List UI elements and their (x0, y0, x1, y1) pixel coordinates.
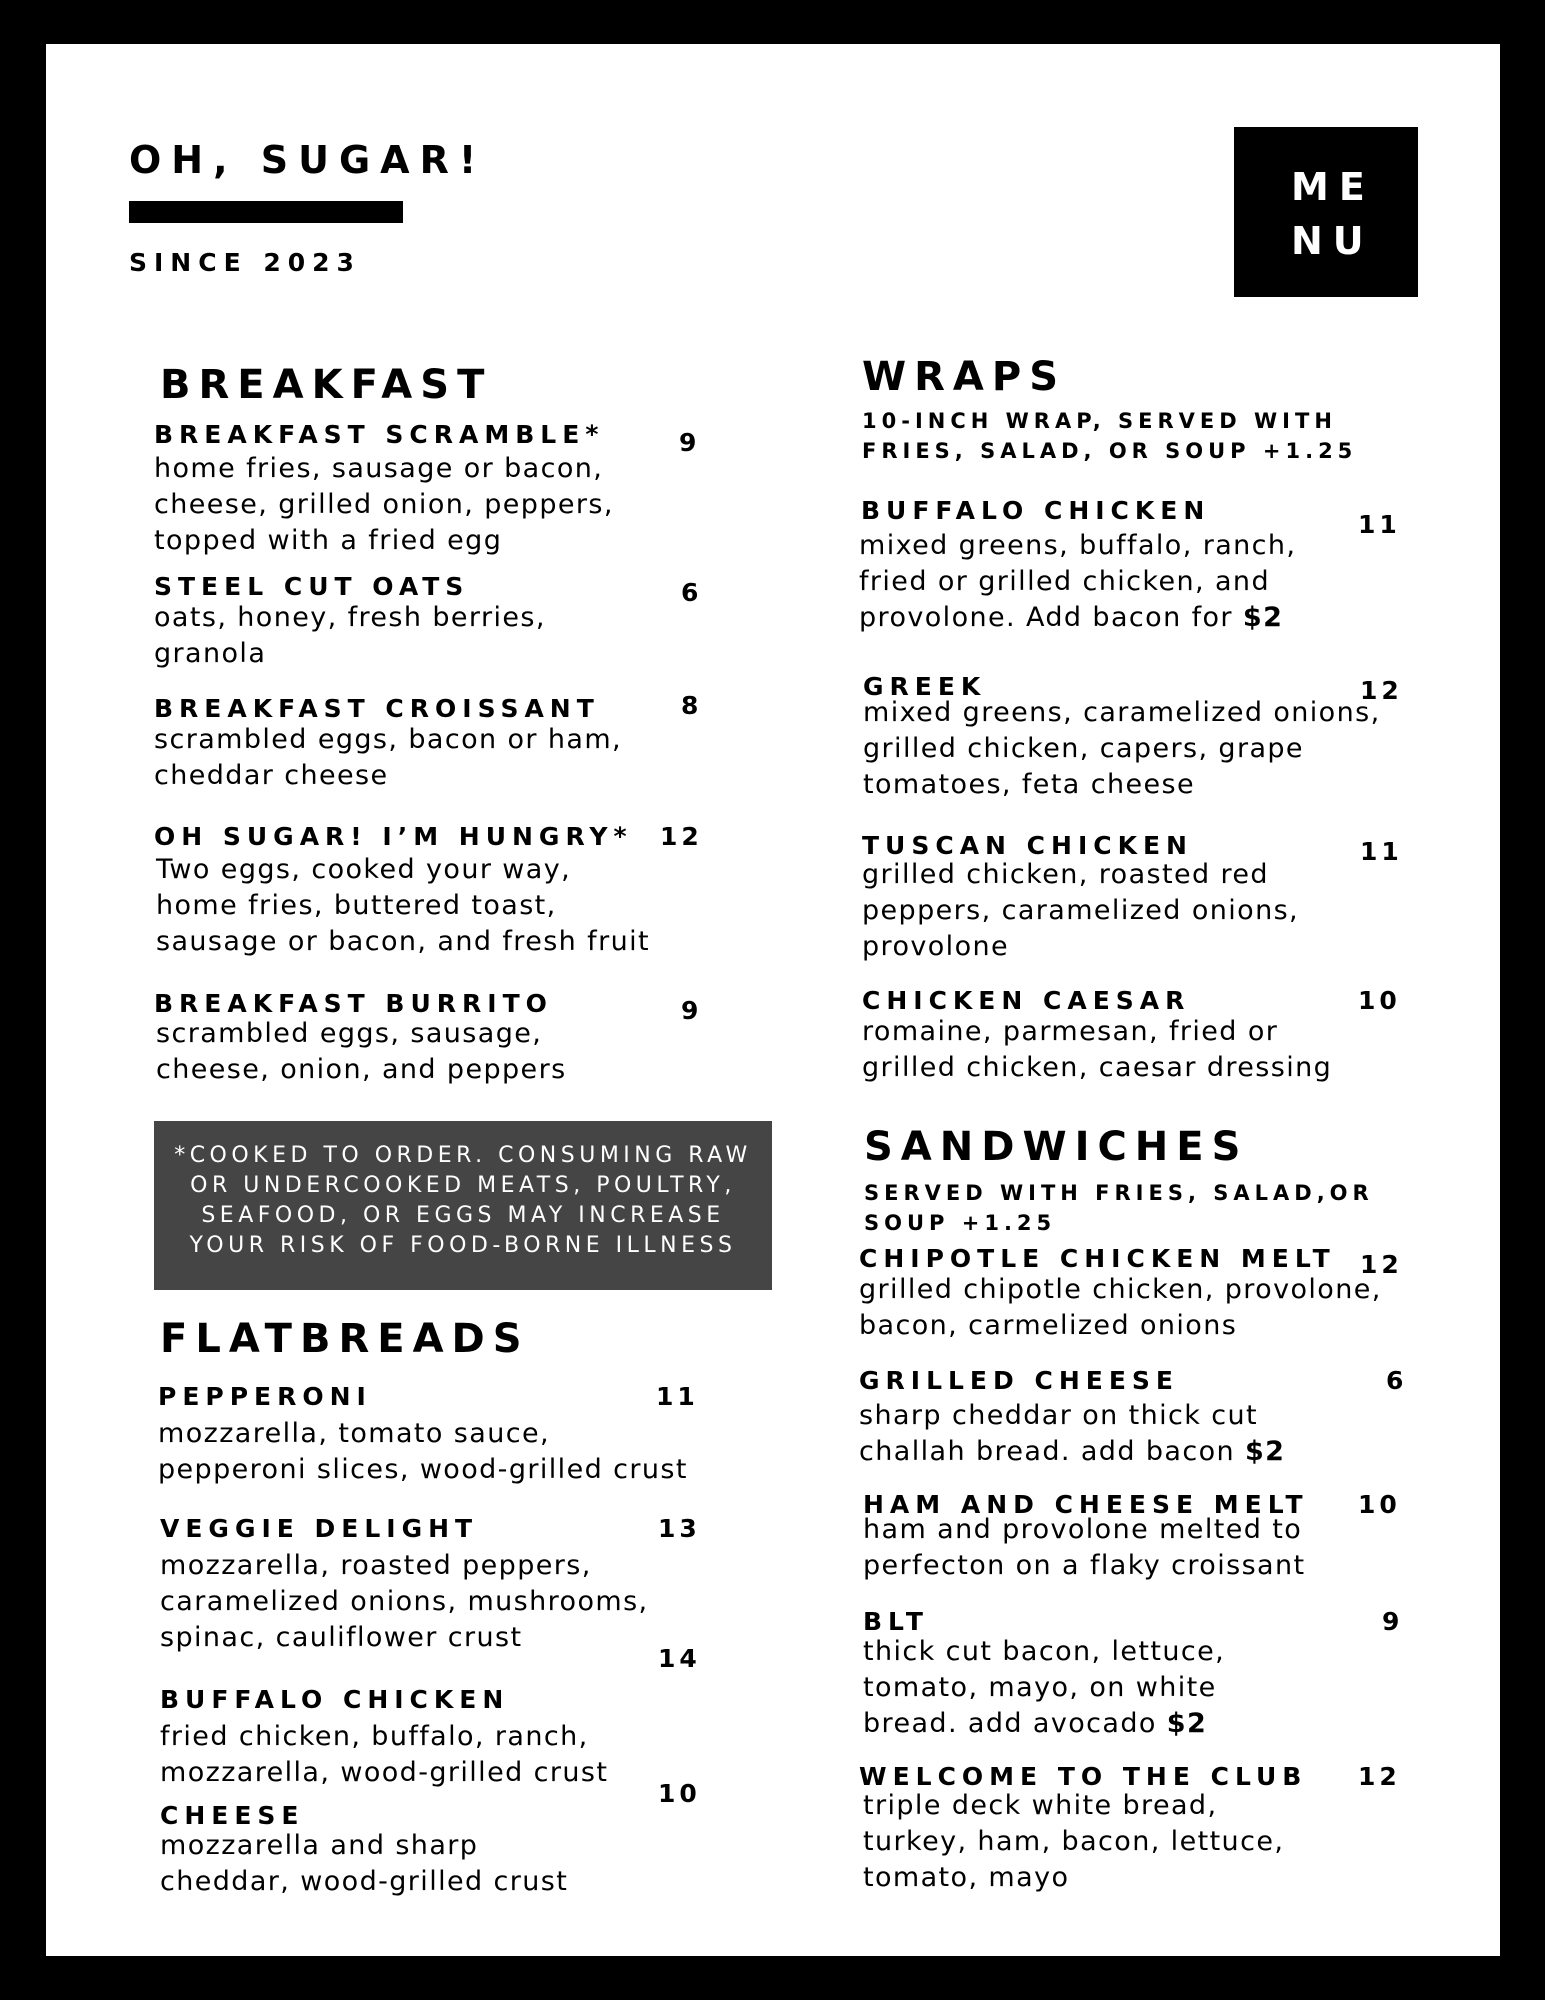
subtitle-line: SOUP +1.25 (864, 1211, 1057, 1235)
menu-item-name: CHICKEN CAESAR (862, 986, 1191, 1015)
breakfast-title: BREAKFAST (160, 362, 493, 408)
description-line: sharp cheddar on thick cut (859, 1400, 1259, 1431)
description-line: bacon, carmelized onions (859, 1310, 1238, 1341)
addon-price: $2 (1166, 1708, 1208, 1739)
menu-item-price: 6 (1386, 1366, 1408, 1395)
menu-item-description (154, 722, 622, 794)
addon-price: $2 (1245, 1436, 1286, 1467)
menu-item-description (160, 1828, 568, 1900)
description-line: mixed greens, buffalo, ranch, (859, 530, 1297, 561)
description-line: fried chicken, buffalo, ranch, (160, 1721, 589, 1752)
description-line: cheese, grilled onion, peppers, (154, 489, 614, 520)
menu-item-name: BLT (863, 1607, 929, 1636)
menu-item-description (154, 451, 614, 559)
description-line: caramelized onions, mushrooms, (160, 1586, 649, 1617)
description-line: provolone (862, 931, 1010, 962)
description-text: provolone. Add bacon for (859, 602, 1243, 633)
menu-item-price: 12 (1360, 1250, 1403, 1279)
subtitle-line: FRIES, SALAD, OR SOUP +1.25 (862, 439, 1358, 463)
description-line: Two eggs, cooked your way, (156, 854, 572, 885)
notice-line: *COOKED TO ORDER. CONSUMING RAW (174, 1143, 752, 1168)
menu-item-description (156, 852, 650, 960)
menu-item-description (160, 1719, 608, 1791)
description-line: peppers, caramelized onions, (862, 895, 1300, 926)
menu-item-price: 12 (660, 822, 703, 851)
menu-item-description (859, 1272, 1382, 1344)
description-line: scrambled eggs, sausage, (156, 1018, 543, 1049)
description-line: granola (154, 638, 267, 669)
description-line: grilled chipotle chicken, provolone, (859, 1274, 1382, 1305)
menu-item-name: HAM AND CHEESE MELT (863, 1490, 1309, 1519)
menu-item-name: BREAKFAST BURRITO (154, 989, 553, 1018)
notice-line: SEAFOOD, OR EGGS MAY INCREASE (201, 1203, 725, 1228)
description-line: tomatoes, feta cheese (863, 769, 1195, 800)
since-label: SINCE 2023 (129, 248, 361, 277)
menu-item-price: 14 (658, 1644, 701, 1673)
menu-item-price: 10 (1358, 1490, 1401, 1519)
description-line: grilled chicken, caesar dressing (862, 1052, 1333, 1083)
wraps-subtitle (862, 406, 1357, 466)
description-line: grilled chicken, roasted red (862, 859, 1269, 890)
subtitle-line: SERVED WITH FRIES, SALAD,OR (864, 1181, 1374, 1205)
description-line: cheddar, wood-grilled crust (160, 1866, 569, 1897)
menu-item-description (160, 1548, 649, 1656)
menu-item-name: BUFFALO CHICKEN (160, 1685, 510, 1714)
food-safety-notice (154, 1121, 772, 1290)
menu-item-name: GRILLED CHEESE (859, 1366, 1179, 1395)
description-line: mozzarella, roasted peppers, (160, 1550, 592, 1581)
menu-item-description (863, 1634, 1225, 1742)
description-line: home fries, buttered toast, (156, 890, 557, 921)
menu-item-description (863, 1512, 1306, 1584)
description-line: fried or grilled chicken, and (859, 566, 1270, 597)
menu-item-description (863, 695, 1381, 803)
menu-item-name: CHEESE (160, 1801, 305, 1830)
menu-item-name: OH SUGAR! I’M HUNGRY* (154, 822, 633, 851)
menu-item-price: 9 (679, 428, 701, 457)
menu-item-price: 9 (1382, 1607, 1404, 1636)
menu-item-name: STEEL CUT OATS (154, 572, 470, 601)
sandwiches-title: SANDWICHES (864, 1124, 1249, 1170)
menu-item-price: 8 (681, 691, 703, 720)
notice-line: YOUR RISK OF FOOD-BORNE ILLNESS (189, 1233, 737, 1258)
description-line (863, 1706, 1225, 1742)
description-line: pepperoni slices, wood-grilled crust (158, 1454, 688, 1485)
menu-page (46, 44, 1500, 1956)
description-line: home fries, sausage or bacon, (154, 453, 604, 484)
menu-item-name: TUSCAN CHICKEN (862, 831, 1193, 860)
menu-item-price: 12 (1358, 1762, 1401, 1791)
wraps-title: WRAPS (862, 354, 1067, 400)
menu-item-name: GREEK (863, 672, 987, 701)
description-line: perfecton on a flaky croissant (863, 1550, 1306, 1581)
menu-item-price: 10 (658, 1779, 701, 1808)
menu-item-description (862, 1014, 1332, 1086)
menu-badge-line2: NU (1291, 219, 1374, 263)
addon-price: $2 (1242, 602, 1284, 633)
description-line: mozzarella, tomato sauce, (158, 1418, 550, 1449)
menu-item-price: 6 (681, 578, 703, 607)
menu-item-name: BREAKFAST SCRAMBLE* (154, 420, 605, 449)
menu-item-price: 9 (681, 996, 703, 1025)
flatbreads-title: FLATBREADS (160, 1316, 530, 1362)
menu-item-description (156, 1016, 567, 1088)
menu-badge-line1: ME (1291, 165, 1375, 209)
description-line: tomato, mayo, on white (863, 1672, 1217, 1703)
description-line: oats, honey, fresh berries, (154, 602, 546, 633)
menu-item-name: VEGGIE DELIGHT (160, 1514, 479, 1543)
description-line (859, 1434, 1285, 1470)
menu-item-description (158, 1416, 688, 1488)
description-line: ham and provolone melted to (863, 1514, 1303, 1545)
menu-item-price: 10 (1358, 986, 1401, 1015)
menu-item-name: BREAKFAST CROISSANT (154, 694, 600, 723)
menu-badge (1234, 127, 1418, 297)
description-line: cheddar cheese (154, 760, 389, 791)
menu-item-name: WELCOME TO THE CLUB (859, 1762, 1308, 1791)
menu-item-description (859, 528, 1296, 636)
menu-item-price: 13 (658, 1514, 701, 1543)
menu-item-price: 12 (1360, 676, 1403, 705)
notice-line: OR UNDERCOOKED MEATS, POULTRY, (190, 1173, 736, 1198)
description-line: turkey, ham, bacon, lettuce, (863, 1826, 1285, 1857)
menu-item-name: PEPPERONI (158, 1382, 372, 1411)
description-line: mozzarella, wood-grilled crust (160, 1757, 609, 1788)
description-line: thick cut bacon, lettuce, (863, 1636, 1226, 1667)
sandwiches-subtitle (864, 1178, 1374, 1238)
menu-item-name: CHIPOTLE CHICKEN MELT (859, 1244, 1336, 1273)
description-line: topped with a fried egg (154, 525, 503, 556)
menu-item-description (859, 1398, 1285, 1470)
menu-item-price: 11 (1358, 510, 1401, 539)
description-line: tomato, mayo (863, 1862, 1070, 1893)
brand-name: OH, SUGAR! (129, 138, 487, 182)
description-line: mozzarella and sharp (160, 1830, 479, 1861)
description-line: triple deck white bread, (863, 1790, 1218, 1821)
description-line: grilled chicken, capers, grape (863, 733, 1304, 764)
menu-item-price: 11 (656, 1382, 699, 1411)
menu-item-name: BUFFALO CHICKEN (861, 496, 1211, 525)
menu-item-price: 11 (1360, 837, 1403, 866)
description-line (859, 600, 1296, 636)
brand-underline-bar (129, 201, 403, 223)
description-line: mixed greens, caramelized onions, (863, 697, 1381, 728)
description-text: challah bread. add bacon (859, 1436, 1245, 1467)
description-text: bread. add avocado (863, 1708, 1167, 1739)
description-line: romaine, parmesan, fried or (862, 1016, 1279, 1047)
menu-item-description (154, 600, 546, 672)
description-line: scrambled eggs, bacon or ham, (154, 724, 623, 755)
description-line: cheese, onion, and peppers (156, 1054, 567, 1085)
description-line: spinac, cauliflower crust (160, 1622, 523, 1653)
menu-item-description (863, 1788, 1284, 1896)
subtitle-line: 10-INCH WRAP, SERVED WITH (862, 409, 1337, 433)
menu-item-description (862, 857, 1299, 965)
description-line: sausage or bacon, and fresh fruit (156, 926, 650, 957)
